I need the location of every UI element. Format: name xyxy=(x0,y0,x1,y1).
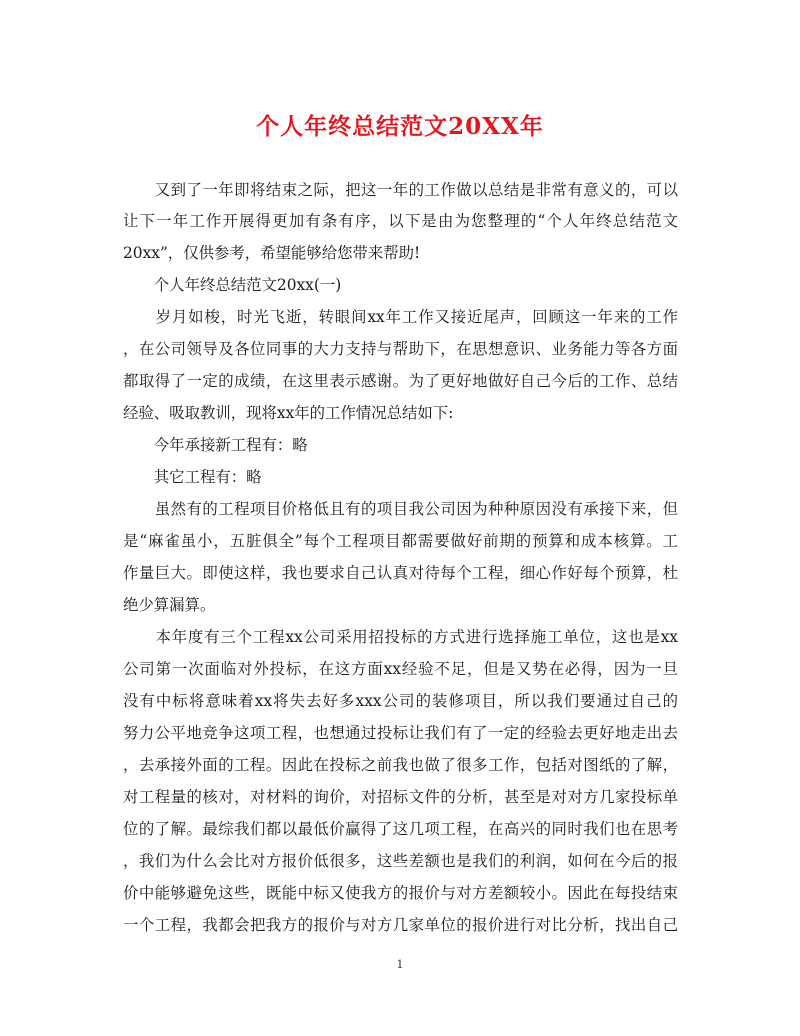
body-line: 虽然有的工程项目价格低且有的项目我公司因为种种原因没有承接下来，但 xyxy=(123,500,678,518)
body-line: 经验、吸取教训，现将xx年的工作情况总结如下: xyxy=(123,404,454,422)
body-line: 没有中标将意味着xx将失去好多xxx公司的装修项目，所以我们要通过自己的 xyxy=(123,692,678,710)
body-line: 其它工程有：略 xyxy=(123,468,262,486)
body-line: 又到了一年即将结束之际，把这一年的工作做以总结是非常有意义的，可以 xyxy=(123,181,678,199)
body-line: 今年承接新工程有：略 xyxy=(123,436,308,454)
body-line: 岁月如梭，时光飞逝，转眼间xx年工作又接近尾声，回顾这一年来的工作 xyxy=(123,308,678,326)
body-line: ，在公司领导及各位同事的大力支持与帮助下，在思想意识、业务能力等各方面 xyxy=(123,340,678,358)
body-line: 绝少算漏算。 xyxy=(123,596,216,614)
body-line: 位的了解。最综我们都以最低价赢得了这几项工程，在高兴的同时我们也在思考 xyxy=(123,820,678,838)
body-line: 是“麻雀虽小，五脏俱全”每个工程项目都需要做好前期的预算和成本核算。工 xyxy=(123,532,678,550)
body-line: ，我们为什么会比对方报价低很多，这些差额也是我们的利润，如何在今后的报 xyxy=(123,852,678,870)
body-line: 让下一年工作开展得更加有条有序，以下是由为您整理的“个人年终总结范文 xyxy=(123,212,678,230)
body-line: 都取得了一定的成绩，在这里表示感谢。为了更好地做好自己今后的工作、总结 xyxy=(123,372,678,390)
body-line: 努力公平地竞争这项工程，也想通过投标让我们有了一定的经验去更好地走出去 xyxy=(123,724,678,742)
body-line: 一个工程，我都会把我方的报价与对方几家单位的报价进行对比分析，找出自己 xyxy=(123,916,678,934)
body-line: 对工程量的核对，对材料的询价，对招标文件的分析，甚至是对对方几家投标单 xyxy=(123,788,678,806)
body-line: 20xx”，仅供参考，希望能够给您带来帮助! xyxy=(123,244,421,262)
document-title: 个人年终总结范文20XX年 xyxy=(256,113,544,140)
body-line: ，去承接外面的工程。因此在投标之前我也做了很多工作，包括对图纸的了解， xyxy=(123,756,678,774)
page-number: 1 xyxy=(396,958,404,971)
body-line: 个人年终总结范文20xx(一) xyxy=(123,276,342,294)
body-line: 公司第一次面临对外投标，在这方面xx经验不足，但是又势在必得，因为一旦 xyxy=(123,660,678,678)
body-line: 价中能够避免这些，既能中标又使我方的报价与对方差额较小。因此在每投结束 xyxy=(123,884,678,902)
body-line: 作量巨大。即使这样，我也要求自己认真对待每个工程，细心作好每个预算，杜 xyxy=(123,564,678,582)
body-line: 本年度有三个工程xx公司采用招投标的方式进行选择施工单位，这也是xx xyxy=(123,628,678,646)
